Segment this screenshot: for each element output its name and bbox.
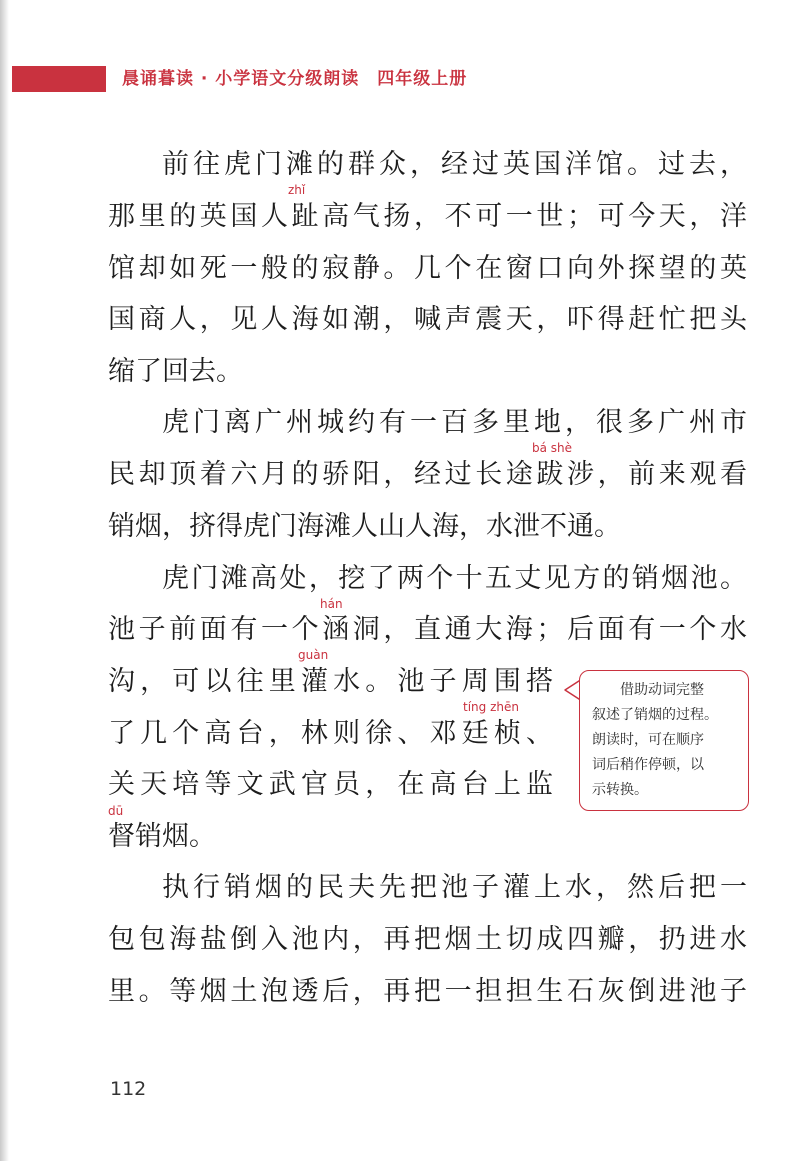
running-header-title: 晨诵暮读 · 小学语文分级朗读 四年级上册 (122, 69, 468, 89)
header-color-bar (12, 66, 106, 92)
callout-line: 借助动词完整 (620, 682, 704, 698)
body-line: 包包海盐倒入池内，再把烟土切成四瓣，扔进水 (108, 924, 747, 955)
callout-text (592, 678, 742, 803)
callout-line: 示转换。 (592, 782, 648, 798)
body-line: 执行销烟的民夫先把池子灌上水，然后把一 (162, 872, 747, 903)
body-line: 里。等烟土泡透后，再把一担担生石灰倒进池子 (108, 976, 747, 1007)
body-line: 池子前面有一个涵洞，直通大海；后面有一个水 (108, 614, 747, 645)
pinyin-annotation: tíng zhēn (463, 700, 519, 714)
reading-tip-callout (579, 670, 749, 811)
body-line: 了几个高台，林则徐、邓廷桢、 (108, 718, 553, 749)
body-line: 国商人，见人海如潮，喊声震天，吓得赶忙把头 (108, 304, 747, 335)
body-line: 缩了回去。 (108, 356, 243, 387)
pinyin-annotation: zhǐ (288, 183, 306, 197)
body-line: 民却顶着六月的骄阳，经过长途跋涉，前来观看 (108, 459, 747, 490)
body-line: 督销烟。 (108, 821, 216, 852)
body-line: 那里的英国人趾高气扬，不可一世；可今天，洋 (108, 201, 747, 232)
page-edge-shadow (0, 0, 9, 1161)
pinyin-annotation: guàn (298, 648, 329, 662)
body-line: 馆却如死一般的寂静。几个在窗口向外探望的英 (108, 253, 747, 284)
body-line: 虎门离广州城约有一百多里地，很多广州市 (162, 407, 747, 438)
body-line: 关天培等文武官员，在高台上监 (108, 769, 553, 800)
pinyin-annotation: dū (108, 804, 124, 818)
pinyin-annotation: bá shè (532, 441, 573, 455)
pinyin-annotation: hán (320, 597, 343, 611)
body-line: 沟，可以往里灌水。池子周围搭 (108, 666, 553, 697)
callout-line: 叙述了销烟的过程。 (592, 707, 718, 723)
body-line: 虎门滩高处，挖了两个十五丈见方的销烟池。 (162, 563, 747, 594)
body-line: 前往虎门滩的群众，经过英国洋馆。过去， (162, 149, 747, 180)
callout-line: 朗读时，可在顺序 (592, 732, 704, 748)
page-number: 112 (110, 1078, 147, 1100)
callout-line: 词后稍作停顿，以 (592, 757, 704, 773)
body-line: 销烟，挤得虎门海滩人山人海，水泄不通。 (108, 511, 621, 542)
